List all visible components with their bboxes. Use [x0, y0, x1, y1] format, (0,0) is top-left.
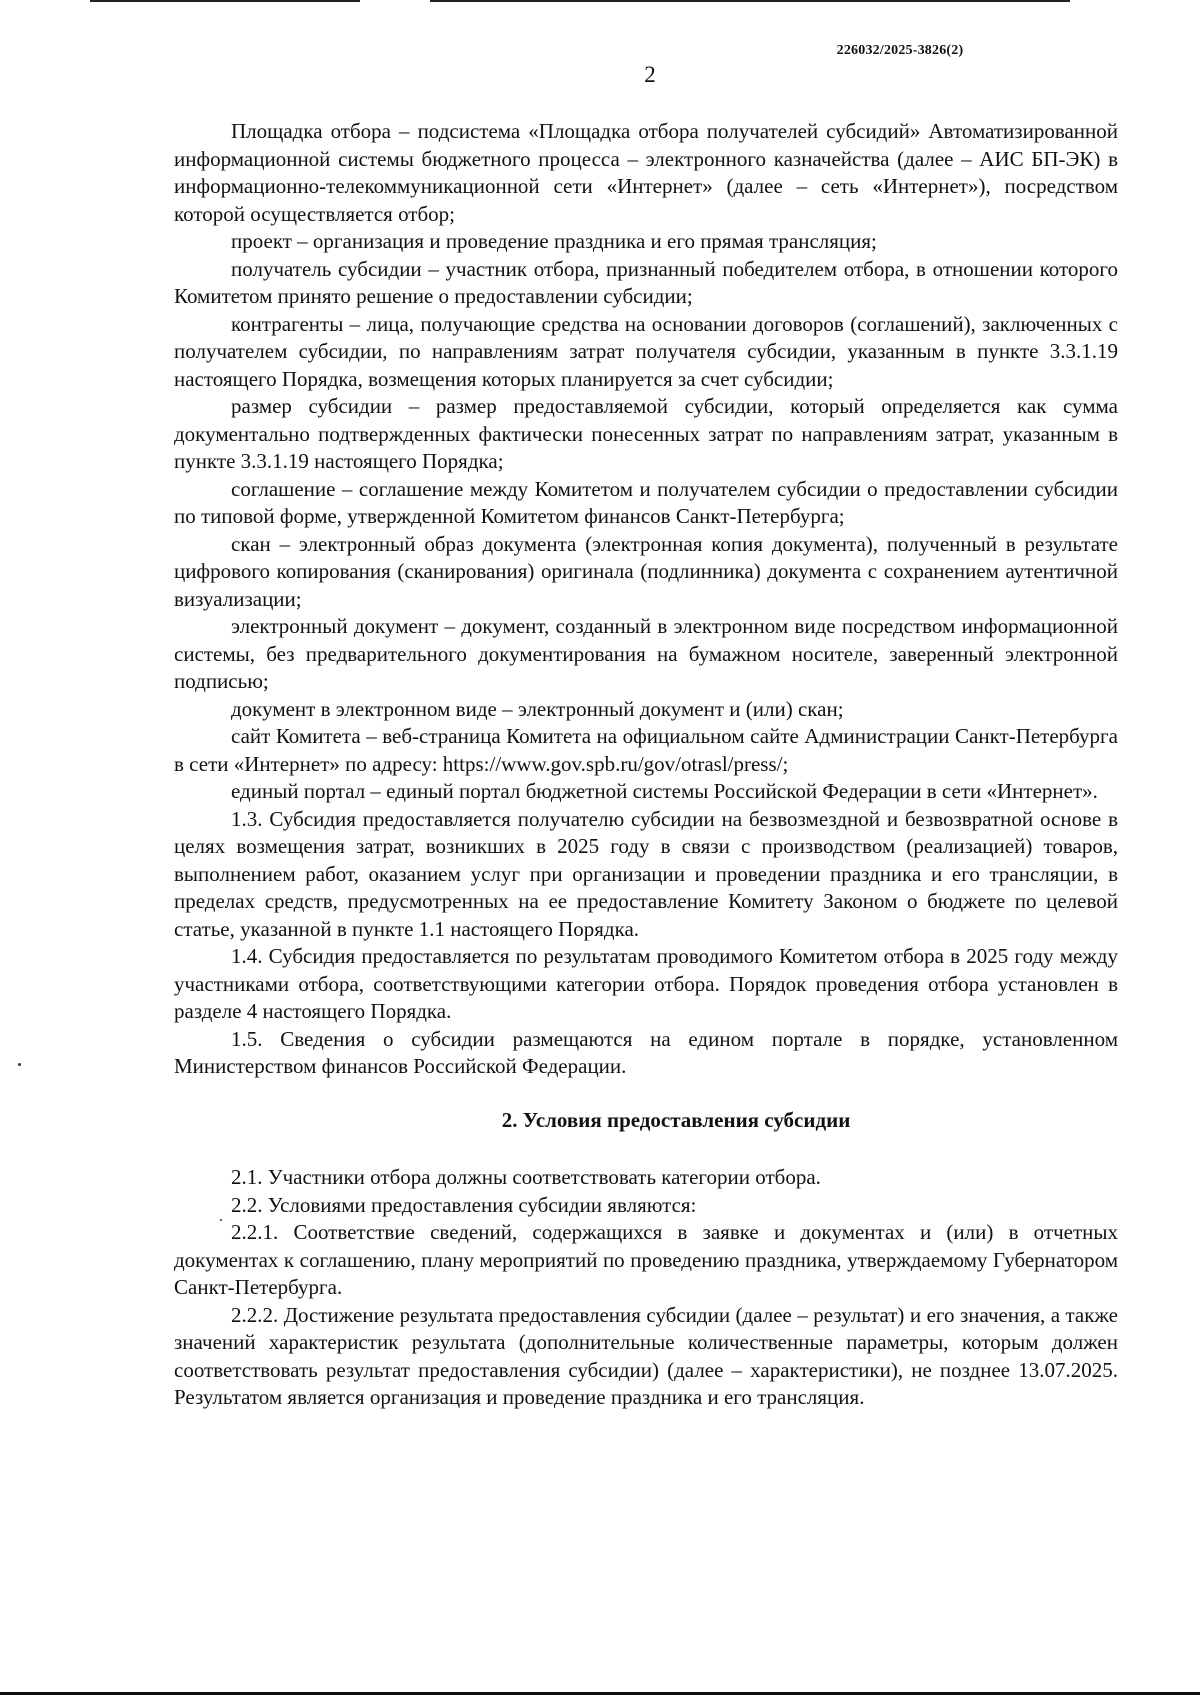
- paragraph: 1.4. Субсидия предоставляется по результатам проводимого Комитетом отбора в 2025 году между участниками отбора, соответствующими категории отбора. Порядок проведения отбора установлен в разделе 4 настоящего Порядка.: [174, 944, 1118, 1023]
- section-heading: 2. Условия предоставления субсидии: [501, 1107, 851, 1132]
- paragraph: проект – организация и проведение праздника и его прямая трансляция;: [231, 229, 877, 253]
- paragraph: соглашение – соглашение между Комитетом и получателем субсидии о предоставлении субсидии по типовой форме, утвержденной Комитетом финансов Санкт-Петербурга;: [174, 476, 1118, 528]
- paragraph: 2.2.1. Соответствие сведений, содержащихся в заявке и документах и (или) в отчетных документах к соглашению, плану мероприятий по проведению праздника, утверждаемому Губернатором Санкт-Петербурга.: [174, 1220, 1118, 1299]
- scan-edge-line: [90, 0, 360, 2]
- paragraph: документ в электронном виде – электронный документ и (или) скан;: [231, 696, 844, 721]
- paragraph: 1.3. Субсидия предоставляется получателю субсидии на безвозмездной и безвозвратной основе в целях возмещения затрат, возникших в 2025 году в связи с производством (реализацией) товаров, выполнением работ, оказанием услуг при организации и проведении праздника и его трансляции, в пределах средств, предусмотренных на ее предоставление Комитету Законом о бюджете по целевой статье, указанной в пункте 1.1 настоящего Порядка.: [174, 806, 1118, 941]
- scan-speck: [18, 1063, 21, 1066]
- paragraph: контрагенты – лица, получающие средства на основании договоров (соглашений), заключенных с получателем субсидии, по направлениям затрат получателя субсидии, указанным в пункте 3.3.1.19 настоящего Порядка, возмещения которых планируется за счет субсидии;: [174, 311, 1118, 391]
- document-number: 226032/2025-3826(2): [836, 43, 964, 58]
- paragraph: 2.2.2. Достижение результата предоставления субсидии (далее – результат) и его значения, а также значений характеристик результата (дополнительные количественные параметры, которым должен соответствовать результат предоставления субсидии) (далее – характеристики), не позднее 13.07.2025. Результатом является организация и проведение праздника и его трансляция.: [174, 1302, 1118, 1409]
- paragraph: получатель субсидии – участник отбора, признанный победителем отбора, в отношении которого Комитетом принято решение о предоставлении субсидии;: [174, 256, 1118, 308]
- paragraph: 1.5. Сведения о субсидии размещаются на едином портале в порядке, установленном Министерством финансов Российской Федерации.: [174, 1026, 1118, 1078]
- paragraph: сайт Комитета – веб-страница Комитета на официальном сайте Администрации Санкт-Петербурга в сети «Интернет» по адресу: https://www.gov.spb.ru/gov/otrasl/press/;: [174, 724, 1118, 776]
- page-number: 2: [644, 62, 656, 87]
- paragraph: электронный документ – документ, созданный в электронном виде посредством информационной системы, без предварительного документирования на бумажном носителе, заверенный электронной подписью;: [174, 614, 1118, 693]
- paragraph: единый портал – единый портал бюджетной системы Российской Федерации в сети «Интернет».: [231, 779, 1098, 803]
- document-body: [174, 118, 1118, 1412]
- scan-edge-line: [430, 0, 1070, 2]
- paragraph: скан – электронный образ документа (электронная копия документа), полученный в результате цифрового копирования (сканирования) оригинала (подлинника) документа с сохранением аутентичной визуализации;: [174, 531, 1118, 611]
- paragraph: Площадка отбора – подсистема «Площадка отбора получателей субсидий» Автоматизированной информационной системы бюджетного процесса – электронного казначейства (далее – АИС БП-ЭК) в информационно-телекоммуникационной сети «Интернет» (далее – сеть «Интернет»), посредством которой осуществляется отбор;: [174, 119, 1118, 226]
- paragraph: 2.2. Условиями предоставления субсидии являются:: [231, 1192, 697, 1217]
- paragraph: размер субсидии – размер предоставляемой субсидии, который определяется как сумма документально подтвержденных фактически понесенных затрат по направлениям затрат, указанным в пункте 3.3.1.19 настоящего Порядка;: [174, 394, 1118, 473]
- paragraph: 2.1. Участники отбора должны соответствовать категории отбора.: [231, 1165, 821, 1189]
